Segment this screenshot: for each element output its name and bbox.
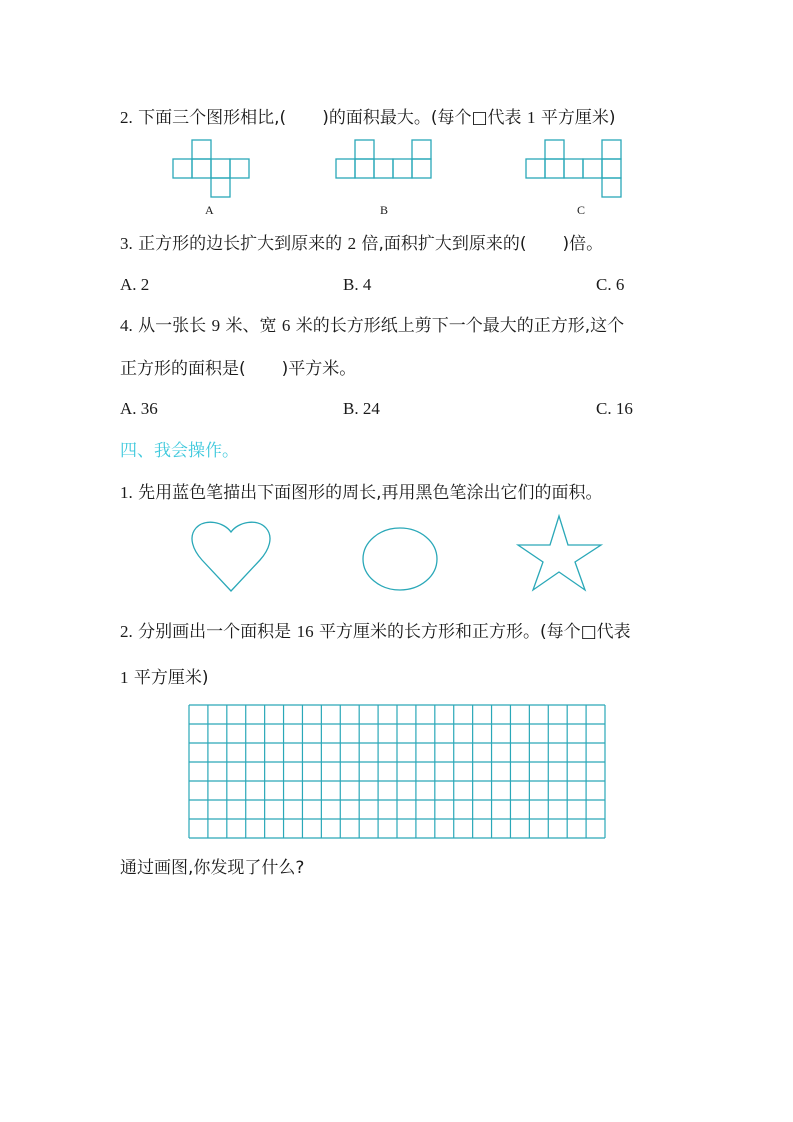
- q3-text-c: )倍。: [562, 234, 604, 254]
- unit-square: [173, 159, 192, 178]
- q2-unit-text: 平方厘米): [540, 108, 616, 128]
- q4-number: 4.: [120, 316, 133, 335]
- s4-p2-line2-text: 平方厘米): [133, 668, 209, 688]
- q3-text-b: 倍,面积扩大到原来的(: [361, 234, 527, 254]
- unit-square: [355, 159, 374, 178]
- unit-square: [192, 140, 211, 159]
- q3-option-a[interactable]: A. 2: [120, 275, 150, 294]
- q2-text-before: 下面三个图形相比,(: [138, 108, 287, 128]
- unit-square: [545, 140, 564, 159]
- unit-square: [230, 159, 249, 178]
- q4-length: 9: [211, 316, 221, 335]
- unit-square: [564, 159, 583, 178]
- unit-square: [412, 159, 431, 178]
- shape-label-a: A: [205, 203, 214, 217]
- unit-square: [412, 140, 431, 159]
- s4-p1-number: 1.: [120, 483, 133, 502]
- unit-square: [393, 159, 412, 178]
- q4-width: 6: [281, 316, 291, 335]
- q3-text-a: 正方形的边长扩大到原来的: [138, 234, 343, 254]
- s4-p1-text: [120, 481, 603, 505]
- unit-square: [583, 159, 602, 178]
- unit-square: [545, 159, 564, 178]
- s4-p2-text-b: 平方厘米的长方形和正方形。(每个□代表: [318, 622, 631, 642]
- ellipse-shape: [363, 528, 437, 590]
- q4-text-line1: [120, 314, 624, 338]
- unit-square: [211, 178, 230, 197]
- q4-text-a: 从一张长: [138, 316, 207, 336]
- unit-square: [602, 140, 621, 159]
- unit-square: [602, 159, 621, 178]
- shape-label-c: C: [577, 203, 586, 217]
- q3-option-b[interactable]: B. 4: [343, 275, 372, 294]
- q2-unit-num: 1: [526, 108, 536, 127]
- shape-label-b: B: [380, 203, 389, 217]
- q4-option-a[interactable]: A. 36: [120, 399, 158, 418]
- q2-text-after: )的面积最大。(每个□代表: [322, 108, 522, 128]
- unit-square: [336, 159, 355, 178]
- q4-line2-a: 正方形的面积是(: [120, 359, 246, 379]
- s4-p2-text-a: 分别画出一个面积是: [138, 622, 292, 642]
- s4-p2-number: 2.: [120, 622, 133, 641]
- s4-p2-text-line2: [120, 666, 209, 690]
- q3-num: 2: [347, 234, 357, 253]
- unit-square: [211, 159, 230, 178]
- q4-option-b[interactable]: B. 24: [343, 399, 380, 418]
- unit-square: [602, 178, 621, 197]
- reflection-question: 通过画图,你发现了什么?: [120, 858, 305, 878]
- q4-option-c[interactable]: C. 16: [596, 399, 633, 418]
- q4-text-line2: [120, 357, 356, 381]
- s4-p2-text-line1: [120, 620, 631, 644]
- unit-square: [526, 159, 545, 178]
- star-shape: [518, 516, 601, 590]
- q4-line2-b: )平方米。: [281, 359, 357, 379]
- unit-square: [192, 159, 211, 178]
- s4-p2-num: 16: [296, 622, 314, 641]
- s4-p2-line2-num: 1: [120, 668, 129, 687]
- heart-shape: [192, 522, 270, 591]
- q3-number: 3.: [120, 234, 133, 253]
- drawing-grid[interactable]: [189, 705, 605, 838]
- q4-text-b: 米、宽: [225, 316, 277, 336]
- q3-option-c[interactable]: C. 6: [596, 275, 625, 294]
- q3-text: [120, 232, 603, 256]
- s4-p1-instruction: 先用蓝色笔描出下面图形的周长,再用黑色笔涂出它们的面积。: [138, 483, 603, 503]
- q2-shapes: [173, 140, 621, 197]
- q4-text-c: 米的长方形纸上剪下一个最大的正方形,这个: [295, 316, 625, 336]
- unit-square: [355, 140, 374, 159]
- unit-square: [374, 159, 393, 178]
- q2-number: 2.: [120, 108, 133, 127]
- section-heading: 四、我会操作。: [120, 441, 239, 461]
